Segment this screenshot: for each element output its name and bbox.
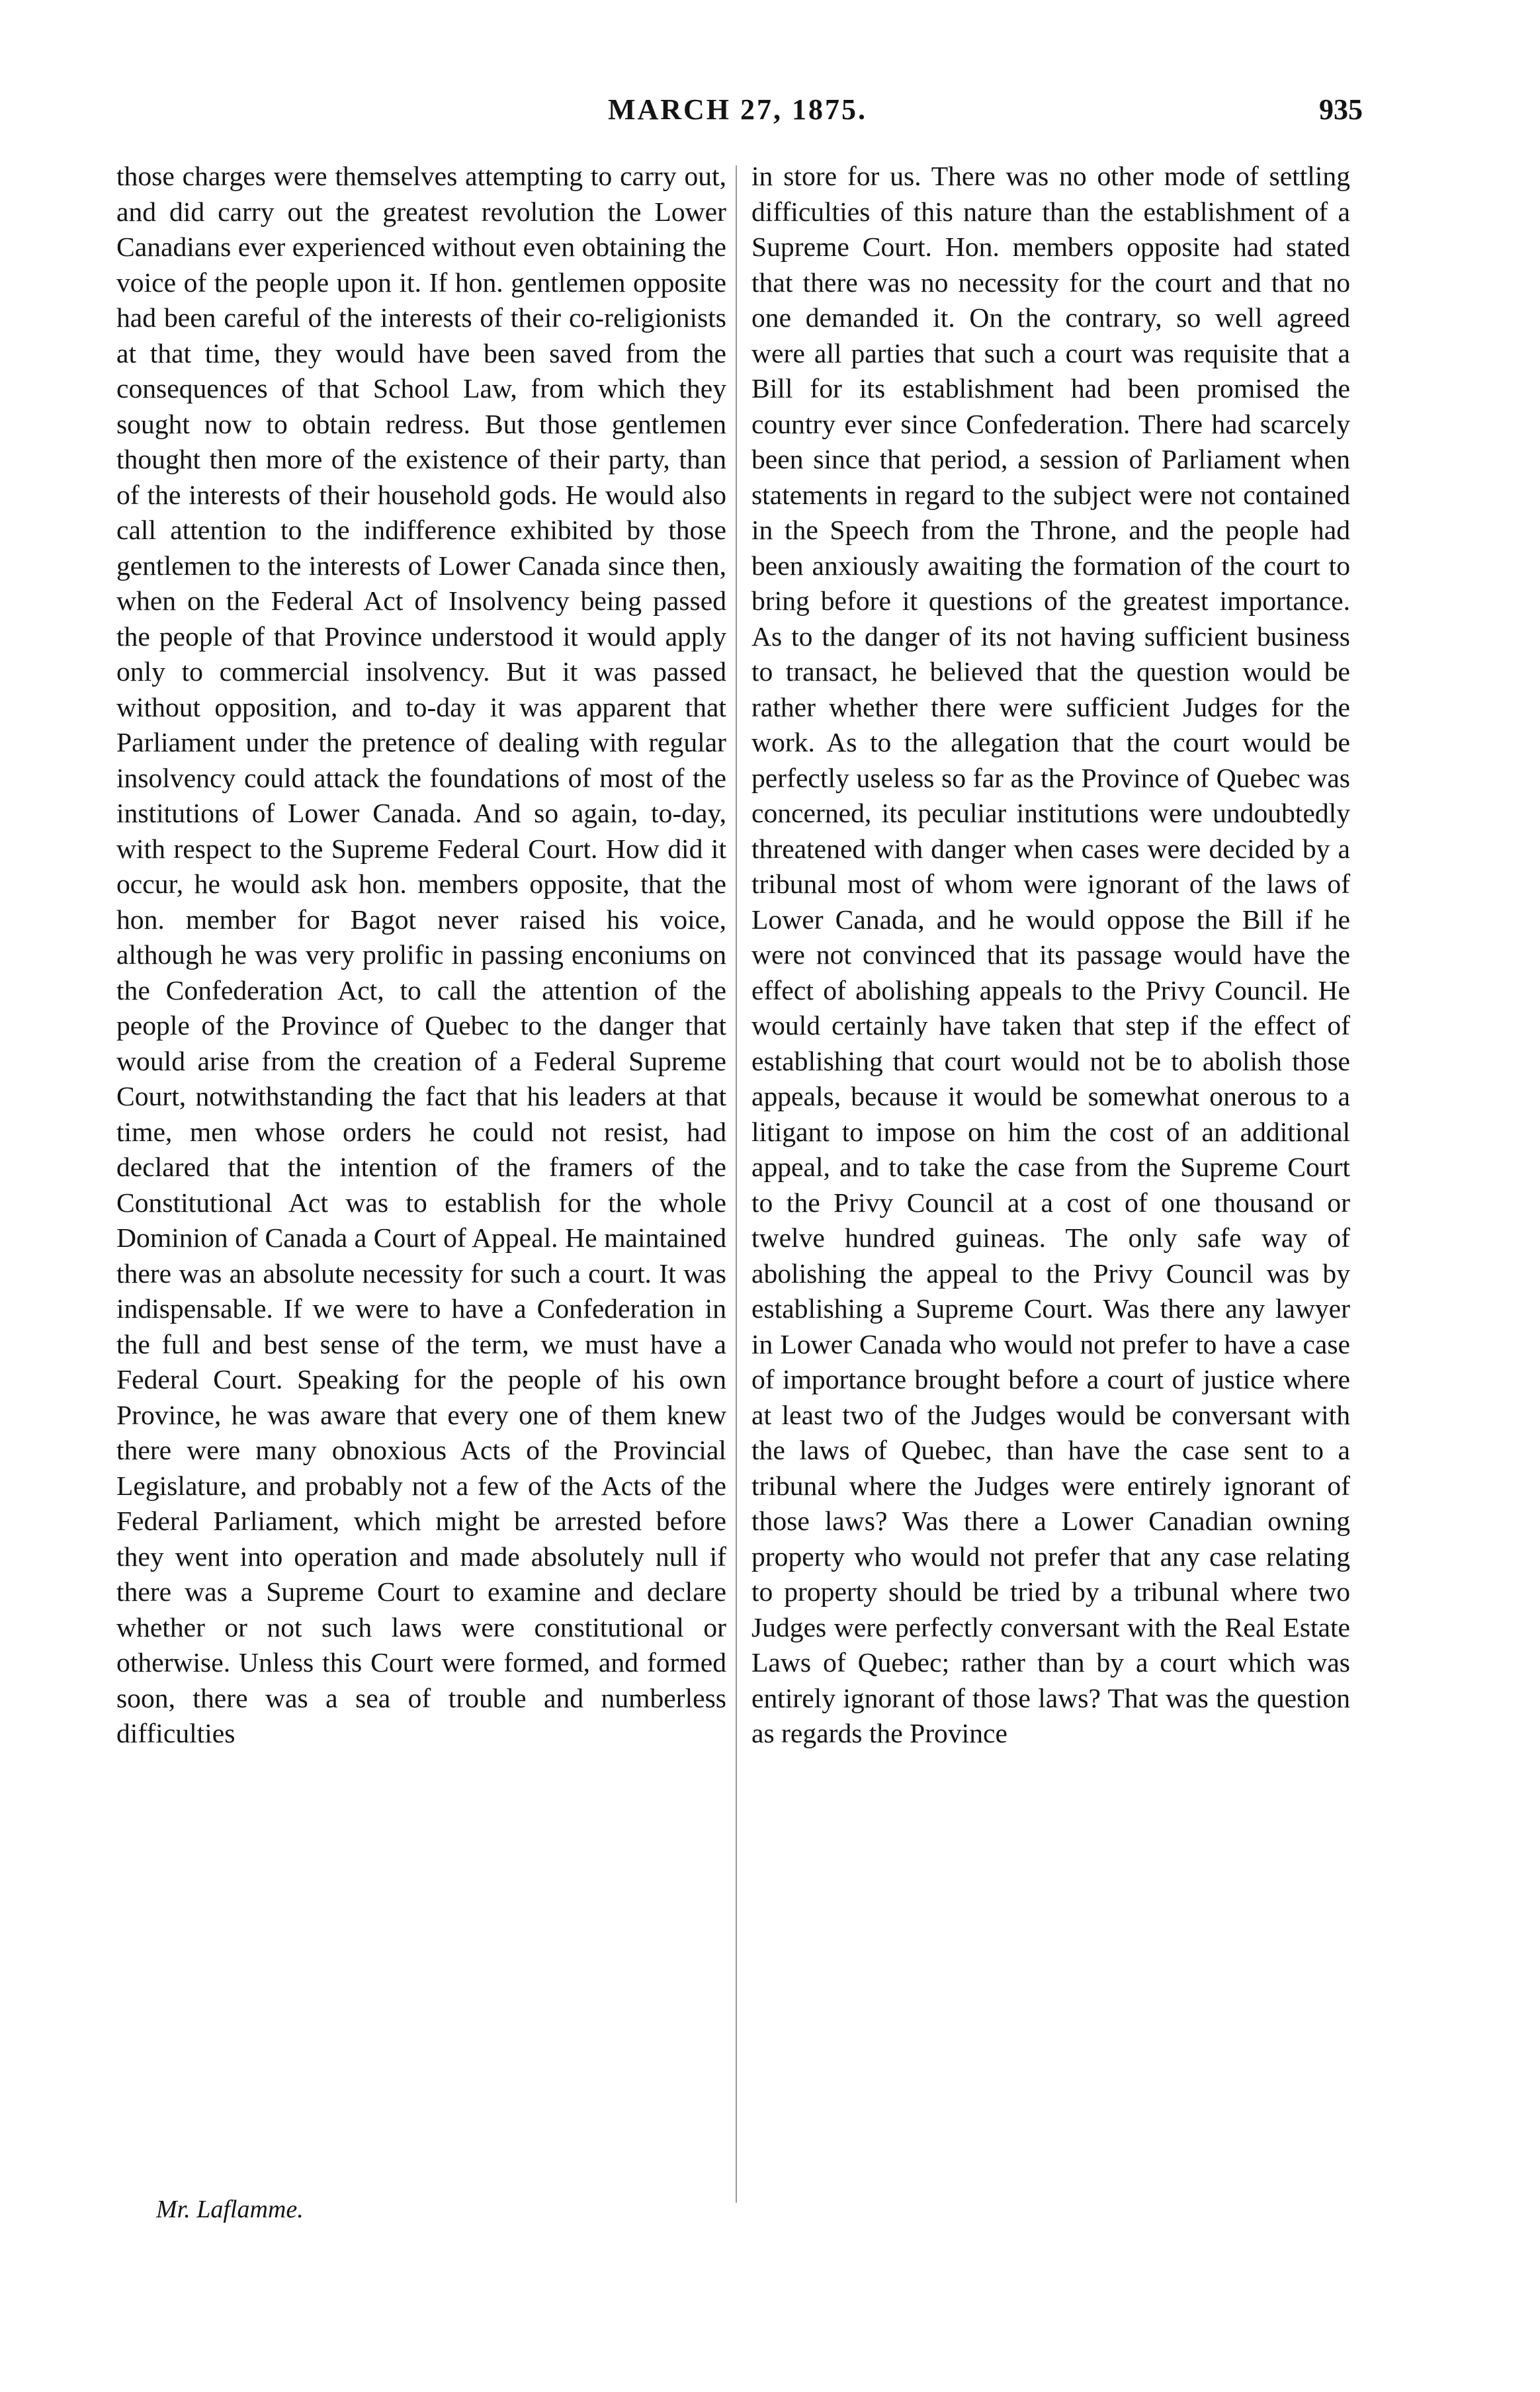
page-number: 935	[1319, 93, 1363, 126]
right-column-text: in store for us. There was no other mode of settling difficulties of this nature than the establishment of a Supreme Court. Hon. members opposite had stated that there was no necessity for the court and that no one demanded it. On the contrary, so well agreed were all parties that such a court was requisite that a Bill for its establishment had been promised the country ever since Confederation. There had scarcely been since that period, a session of Parliament when statements in regard to the subject were not contained in the Speech from the Throne, and the people had been anxiously awaiting the formation of the court to bring before it questions of the greatest importance. As to the danger of its not having sufficient business to transact, he believed that the question would be rather whether there were sufficient Judges for the work. As to the allegation that the court would be perfectly useless so far as the Province of Quebec was concerned, its peculiar institutions were undoubtedly threatened with danger when cases were decided by a tribunal most of whom were ignorant of the laws of Lower Canada, and he would oppose the Bill if he were not convinced that its passage would have the effect of abolishing appeals to the Privy Council. He would certainly have taken that step if the effect of establishing that court would not be to abolish those appeals, because it would be somewhat onerous to a litigant to impose on him the cost of an additional appeal, and to take the case from the Supreme Court to the Privy Council at a cost of one thousand or twelve hundred guineas. The only safe way of abolishing the appeal to the Privy Council was by establishing a Supreme Court. Was there any lawyer in Lower Canada who would not prefer to have a case of importance brought before a court of justice where at least two of the Judges would be conversant with the laws of Quebec, than have the case sent to a tribunal where the Judges were entirely ignorant of those laws? Was there a Lower Canadian owning property who would not prefer that any case relating to property should be tried by a tribunal where two Judges were perfectly conversant with the Real Estate Laws of Quebec; rather than by a court which was entirely ignorant of those laws? That was the question as regards the Province	[751, 161, 1350, 1748]
page-date-title: MARCH 27, 1875.	[607, 93, 868, 126]
column-divider	[736, 165, 737, 2203]
left-column-text: those charges were themselves attempting to carry out, and did carry out the greatest revolution the Lower Canadians ever experienced without even obtaining the voice of the people upon it. If hon. gentlemen opposite had been careful of the interests of their co-religionists at that time, they would have been saved from the consequences of that School Law, from which they sought now to obtain redress. But those gentlemen thought then more of the existence of their party, than of the interests of their household gods. He would also call attention to the indifference exhibited by those gentlemen to the interests of Lower Canada since then, when on the Federal Act of Insolvency being passed the people of that Province understood it would apply only to commercial insolvency. But it was passed without opposition, and to-day it was apparent that Parliament under the pretence of dealing with regular insolvency could attack the foundations of most of the institutions of Lower Canada. And so again, to-day, with respect to the Supreme Federal Court. How did it occur, he would ask hon. members opposite, that the hon. member for Bagot never raised his voice, although he was very prolific in passing enconiums on the Confederation Act, to call the attention of the people of the Province of Quebec to the danger that would arise from the creation of a Federal Supreme Court, notwithstanding the fact that his leaders at that time, men whose orders he could not resist, had declared that the intention of the framers of the Constitutional Act was to establish for the whole Dominion of Canada a Court of Appeal. He maintained there was an absolute necessity for such a court. It was indispensable. If we were to have a Confederation in the full and best sense of the term, we must have a Federal Court. Speaking for the people of his own Province, he was aware that every one of them knew there were many obnoxious Acts of the Provincial Legislature, and probably not a few of the Acts of the Federal Parliament, which might be arrested before they went into operation and made absolutely null if there was a Supreme Court to examine and declare whether or not such laws were constitutional or otherwise. Unless this Court were formed, and formed soon, there was a sea of trouble and numberless difficulties	[116, 161, 726, 1748]
speaker-signature: Mr. Laflamme.	[156, 2196, 304, 2223]
page-header	[112, 93, 1363, 132]
left-column	[116, 159, 726, 1752]
right-column	[751, 159, 1350, 1752]
